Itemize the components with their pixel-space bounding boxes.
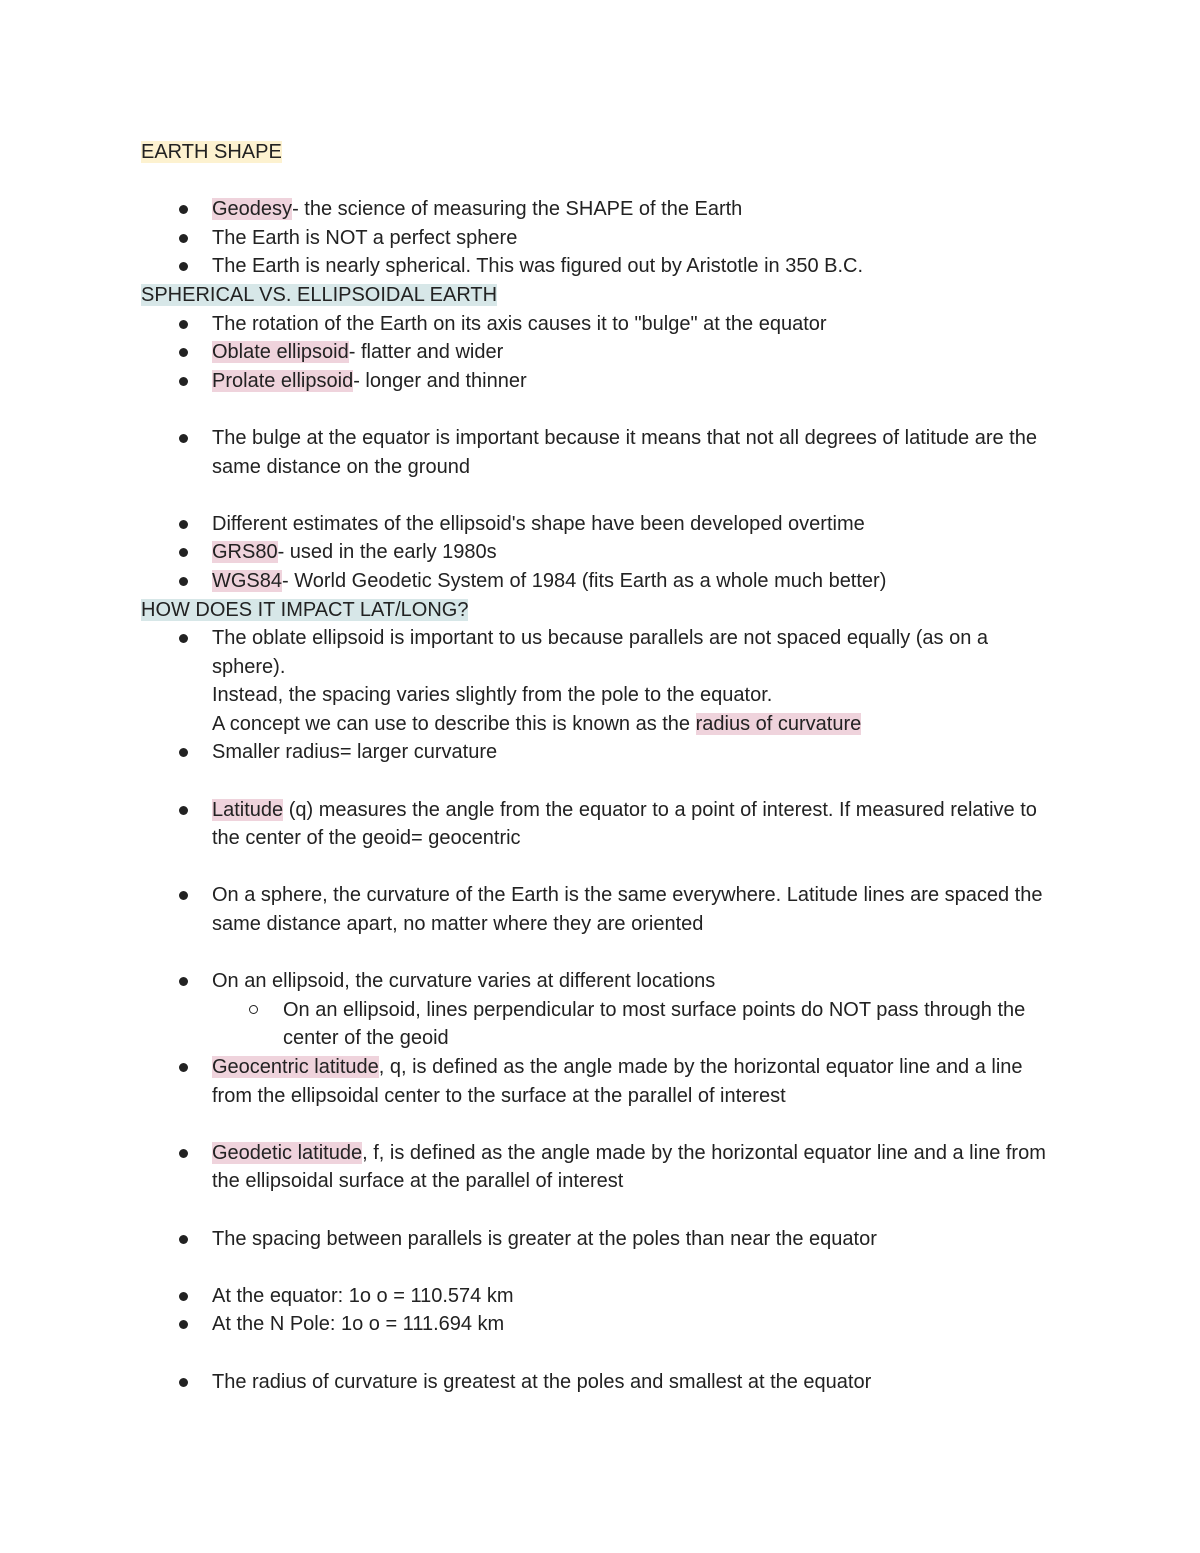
term-radius-of-curvature: radius of curvature (695, 712, 862, 735)
list-impact-spacing (141, 1225, 1061, 1254)
spacer (141, 939, 1061, 968)
spacer (141, 853, 1061, 882)
list-item: The oblate ellipsoid is important to us because parallels are not spaced equally (as on a sphere). Instead, the spacing varies slightly from the pole to the equator. A concept we can use to describe this is known as the radius of curvature (141, 624, 1061, 738)
list-item: Oblate ellipsoid- flatter and wider (141, 338, 1061, 367)
spacer (141, 1339, 1061, 1368)
sub-list-item: On an ellipsoid, lines perpendicular to most surface points do NOT pass through the center of the geoid (141, 996, 1061, 1053)
list-item: Geodetic latitude, f, is defined as the angle made by the horizontal equator line and a line from the ellipsoidal surface at the parallel of interest (141, 1139, 1061, 1196)
list-impact-values (141, 1282, 1061, 1339)
term-latitude: Latitude (212, 798, 284, 821)
heading-impact-lat-long: HOW DOES IT IMPACT LAT/LONG? (141, 598, 469, 621)
list-impact-ellipsoid (141, 967, 1061, 1110)
list-impact (141, 624, 1061, 767)
term-geodesy: Geodesy (212, 198, 293, 221)
spacer (141, 481, 1061, 510)
list-item: WGS84- World Geodetic System of 1984 (fits Earth as a whole much better) (141, 567, 1061, 596)
term-wgs84: WGS84 (212, 569, 283, 592)
spacer (141, 395, 1061, 424)
list-item: The bulge at the equator is important because it means that not all degrees of latitude are the same distance on the ground (141, 424, 1061, 481)
list-impact-geodetic (141, 1139, 1061, 1196)
list-item: At the N Pole: 1o o = 111.694 km (141, 1310, 1061, 1339)
list-impact-radius (141, 1368, 1061, 1397)
list-item: The spacing between parallels is greater at the poles than near the equator (141, 1225, 1061, 1254)
list-item: The Earth is NOT a perfect sphere (141, 224, 1061, 253)
list-item: The rotation of the Earth on its axis causes it to "bulge" at the equator (141, 310, 1061, 339)
heading-earth-shape: EARTH SHAPE (141, 141, 282, 163)
list-spherical-bulge (141, 424, 1061, 481)
list-item: Different estimates of the ellipsoid's shape have been developed overtime (141, 510, 1061, 539)
sublist (212, 996, 1061, 1053)
list-spherical (141, 310, 1061, 396)
spacer (141, 167, 1061, 196)
list-impact-latitude (141, 796, 1061, 853)
term-prolate-ellipsoid: Prolate ellipsoid (212, 369, 354, 392)
list-item: The radius of curvature is greatest at the poles and smallest at the equator (141, 1368, 1061, 1397)
list-spherical-estimates (141, 510, 1061, 596)
term-geocentric-latitude: Geocentric latitude (212, 1056, 379, 1078)
list-item: Prolate ellipsoid- longer and thinner (141, 367, 1061, 396)
spacer (141, 1110, 1061, 1139)
term-grs80: GRS80 (212, 541, 278, 564)
list-item: On an ellipsoid, the curvature varies at different locations On an ellipsoid, lines perpendicular to most surface points do NOT pass through the center of the geoid (141, 967, 1061, 1053)
list-item: GRS80- used in the early 1980s (141, 538, 1061, 567)
spacer (141, 1196, 1061, 1225)
heading-spherical-vs-ellipsoidal: SPHERICAL VS. ELLIPSOIDAL EARTH (141, 283, 498, 306)
term-geodetic-latitude: Geodetic latitude (212, 1141, 363, 1164)
list-item: The Earth is nearly spherical. This was figured out by Aristotle in 350 B.C. (141, 252, 1061, 281)
list-earth-shape (141, 195, 1061, 281)
list-item: On a sphere, the curvature of the Earth is the same everywhere. Latitude lines are spaced the same distance apart, no matter where they are oriented (141, 881, 1061, 938)
document-page (141, 138, 1061, 1396)
list-item: At the equator: 1o o = 110.574 km (141, 1282, 1061, 1311)
list-impact-sphere (141, 881, 1061, 938)
list-item: Geocentric latitude, q, is defined as the angle made by the horizontal equator line and a line from the ellipsoidal center to the surface at the parallel of interest (141, 1053, 1061, 1110)
spacer (141, 1253, 1061, 1282)
term-oblate-ellipsoid: Oblate ellipsoid (212, 341, 349, 364)
list-item: Latitude (q) measures the angle from the equator to a point of interest. If measured relative to the center of the geoid= geocentric (141, 796, 1061, 853)
spacer (141, 767, 1061, 796)
list-item: Geodesy- the science of measuring the SHAPE of the Earth (141, 195, 1061, 224)
list-item: Smaller radius= larger curvature (141, 738, 1061, 767)
radius-of-curvature-line: A concept we can use to describe this is known as the radius of curvature (212, 712, 862, 735)
